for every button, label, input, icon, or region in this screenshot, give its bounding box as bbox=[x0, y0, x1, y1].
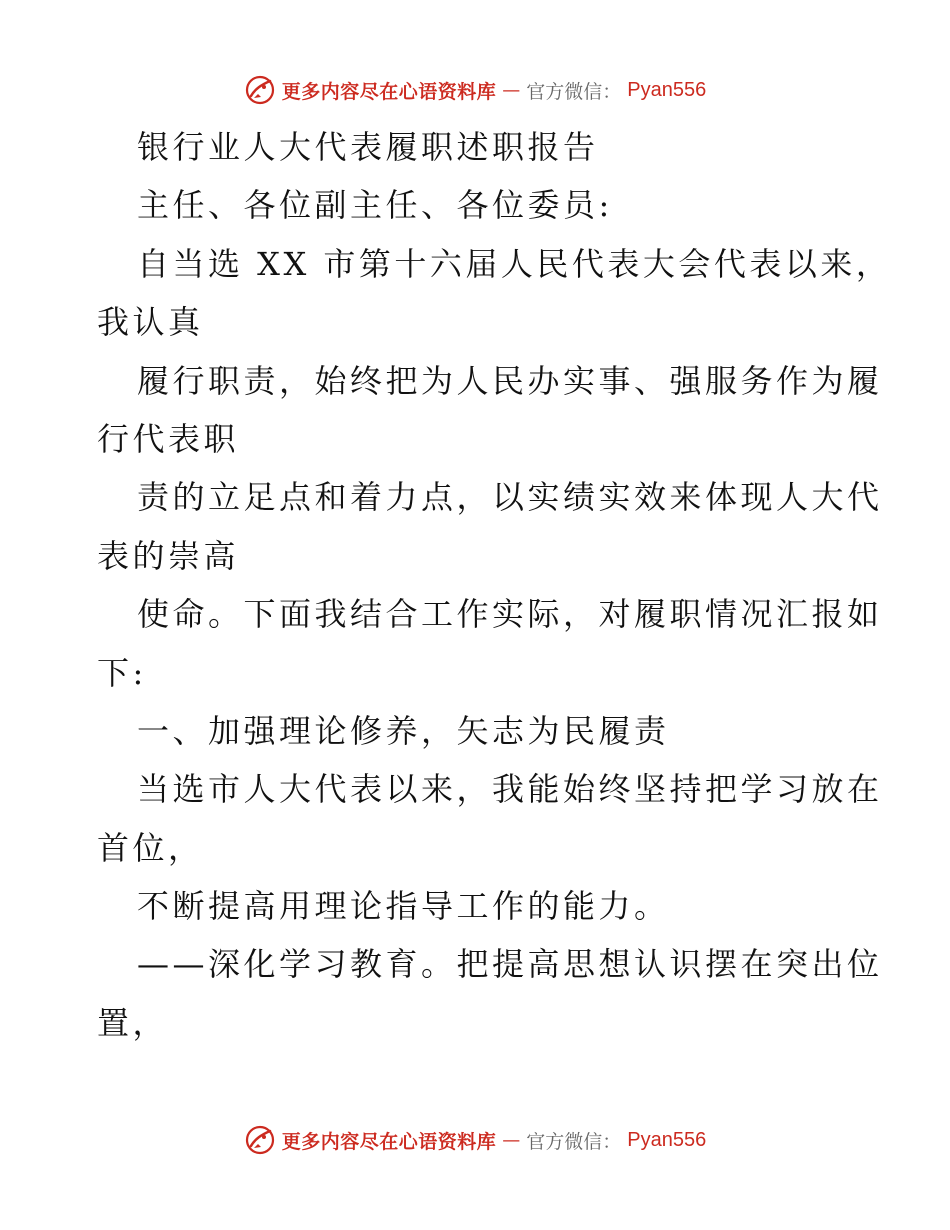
banner-main-text: 更多内容尽在心语资料库 bbox=[281, 80, 497, 103]
banner-wechat-id: Pyan556 bbox=[627, 78, 707, 101]
text-line: 我认真 bbox=[97, 303, 204, 342]
text-line: 表的崇高 bbox=[97, 536, 240, 575]
text-line: 当选市人大代表以来，我能始终坚持把学习放在 bbox=[137, 770, 883, 809]
pen-logo-icon bbox=[244, 1124, 276, 1156]
report-body bbox=[97, 118, 892, 1052]
text-line: 行代表职 bbox=[97, 419, 240, 458]
header-banner bbox=[0, 70, 950, 110]
text-line: 一、加强理论修养，矢志为民履责 bbox=[137, 711, 670, 750]
text-line: 置， bbox=[97, 1003, 169, 1042]
text-line: 自当选 XX 市第十六届人民代表大会代表以来， bbox=[137, 244, 892, 283]
text-line: 责的立足点和着力点，以实绩实效来体现人大代 bbox=[137, 478, 883, 517]
banner-wechat-label: 官方微信： bbox=[526, 80, 622, 103]
text-line: 下: bbox=[97, 653, 147, 692]
footer-banner bbox=[0, 1120, 950, 1160]
banner-main-text: 更多内容尽在心语资料库 bbox=[281, 1130, 497, 1153]
text-line: 首位， bbox=[97, 828, 204, 867]
text-line: 履行职责，始终把为人民办实事、强服务作为履 bbox=[137, 361, 883, 400]
text-line: 不断提高用理论指导工作的能力。 bbox=[137, 887, 670, 926]
banner-dash: — bbox=[502, 1129, 521, 1151]
text-line: 使命。下面我结合工作实际，对履职情况汇报如 bbox=[137, 595, 883, 634]
banner-wechat-label: 官方微信： bbox=[526, 1130, 622, 1153]
pen-logo-icon bbox=[244, 74, 276, 106]
text-line: 银行业人大代表履职述职报告 bbox=[137, 128, 599, 166]
text-line: ——深化学习教育。把提高思想认识摆在突出位 bbox=[137, 945, 883, 984]
banner-dash: — bbox=[502, 79, 521, 101]
text-line: 主任、各位副主任、各位委员: bbox=[137, 186, 613, 225]
banner-wechat-id: Pyan556 bbox=[627, 1128, 707, 1151]
